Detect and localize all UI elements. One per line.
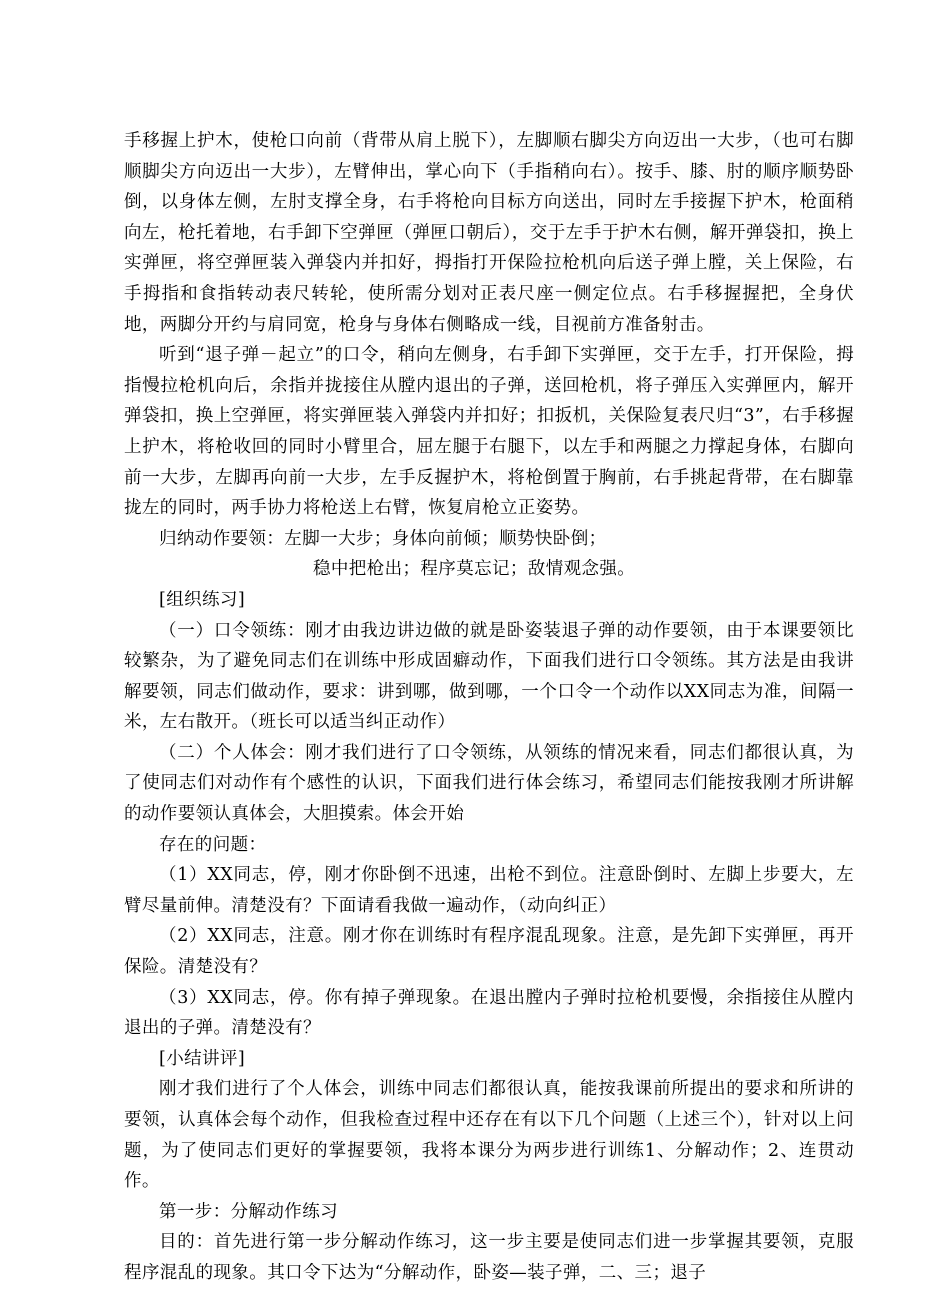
paragraph-summary: 刚才我们进行了个人体会，训练中同志们都很认真，能按我课前所提出的要求和所讲的要领，认真体会每个动作，但我检查过程中还存在有以下几个问题（上述三个），针对以上问题，为了使同志们更好的掌握要领，我将本课分为两步进行训练1、分解动作；2、连贯动作。 (124, 1079, 854, 1192)
document-body (124, 126, 854, 1289)
paragraph-individual-practice: （二）个人体会：刚才我们进行了口令领练，从领练的情况来看，同志们都很认真，为了使同志们对动作有个感性的认识，下面我们进行体会练习，希望同志们能按我刚才所讲解的动作要领认真体会，大胆摸索。体会开始 (124, 742, 854, 825)
paragraph-step-one-purpose: 目的：首先进行第一步分解动作练习，这一步主要是使同志们进一步掌握其要领，克服程序混乱的现象。其口令下达为“分解动作，卧姿—装子弹，二、三；退子 (124, 1232, 854, 1283)
heading-step-one: 第一步：分解动作练习 (159, 1201, 338, 1222)
problem-item-2: （2）XX同志，注意。刚才你在训练时有程序混乱现象。注意，是先卸下实弹匣，再开保险。清楚没有？ (124, 926, 854, 978)
paragraph-unloading: 听到“退子弹－起立”的口令，稍向左侧身，右手卸下实弹匣，交于左手，打开保险，拇指慢拉枪机向后，余指并拢接住从膛内退出的子弹，送回枪机，将子弹压入实弹匣内，解开弹袋扣，换上空弹匣，将实弹匣装入弹袋内并扣好；扣扳机，关保险复表尺归“3”，右手移握上护木，将枪收回的同时小臂里合，屈左腿于右腿下，以左手和两腿之力撑起身体，右脚向前一大步，左脚再向前一大步，左手反握护木，将枪倒置于胸前，右手挑起背带，在右脚靠拢左的同时，两手协力将枪送上右臂，恢复肩枪立正姿势。 (124, 345, 854, 519)
problem-item-3: （3）XX同志，停。你有掉子弹现象。在退出膛内子弹时拉枪机要慢，余指接住从膛内退出的子弹。清楚没有？ (124, 987, 854, 1039)
heading-existing-problems: 存在的问题： (159, 834, 267, 855)
summary-line-2: 稳中把枪出；程序莫忘记；敌情观念强。 (313, 559, 636, 580)
paragraph-prone-loading: 手移握上护木，使枪口向前（背带从肩上脱下），左脚顺右脚尖方向迈出一大步，（也可右脚顺脚尖方向迈出一大步），左臂伸出，掌心向下（手指稍向右）。按手、膝、肘的顺序顺势卧倒，以身体左侧，左肘支撑全身，右手将枪向目标方向送出，同时左手接握下护木，枪面稍向左，枪托着地，右手卸下空弹匣（弹匣口朝后），交于左手于护木右侧，解开弹袋扣，换上实弹匣，将空弹匣装入弹袋内并扣好，拇指打开保险拉枪机向后送子弹上膛，关上保险，右手拇指和食指转动表尺转轮，使所需分划对正表尺座一侧定位点。右手移握握把，全身伏地，两脚分开约与肩同宽，枪身与身体右侧略成一线，目视前方准备射击。 (124, 131, 854, 335)
heading-organized-practice: [组织练习] (159, 589, 246, 610)
heading-summary-review: [小结讲评] (159, 1048, 246, 1069)
summary-line-1: 归纳动作要领：左脚一大步；身体向前倾；顺势快卧倒； (159, 528, 607, 549)
paragraph-command-drill: （一）口令领练：刚才由我边讲边做的就是卧姿装退子弹的动作要领，由于本课要领比较繁杂，为了避免同志们在训练中形成固癖动作，下面我们进行口令领练。其方法是由我讲解要领，同志们做动作，要求：讲到哪，做到哪，一个口令一个动作以XX同志为准，间隔一米，左右散开。（班长可以适当纠正动作） (124, 620, 854, 733)
problem-item-1: （1）XX同志，停，刚才你卧倒不迅速，出枪不到位。注意卧倒时、左脚上步要大，左臂尽量前伸。清楚没有？下面请看我做一遍动作，（动向纠正） (124, 865, 854, 916)
